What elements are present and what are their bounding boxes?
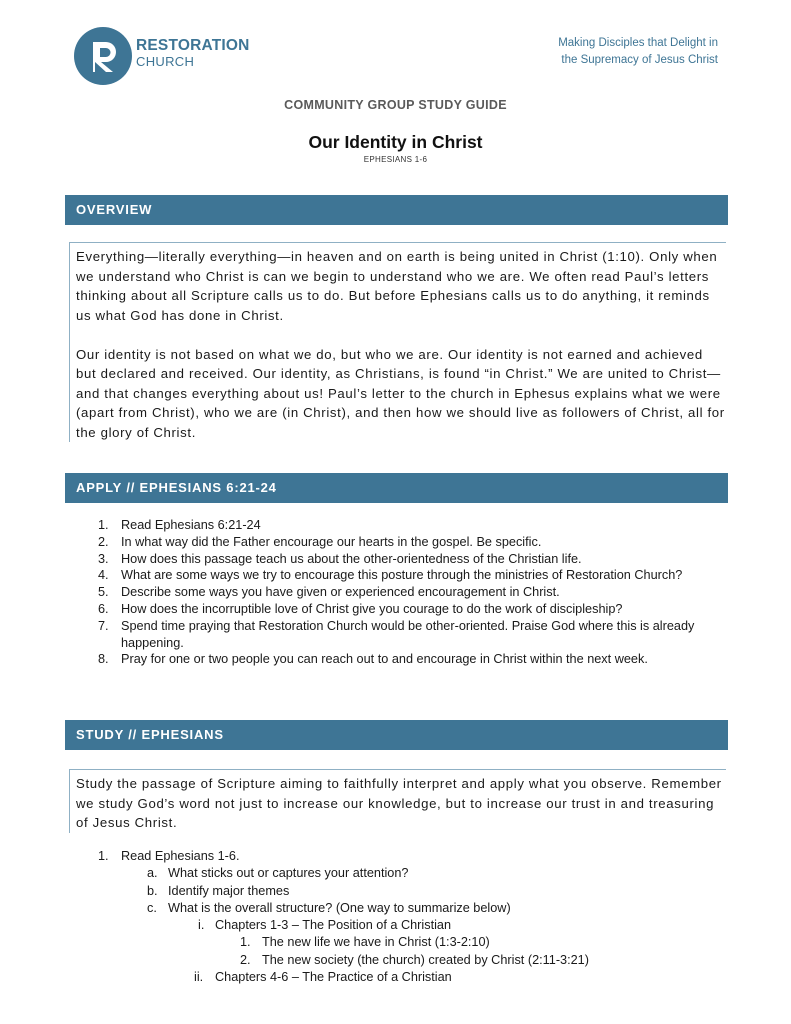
apply-heading: APPLY // EPHESIANS 6:21-24 [65, 473, 728, 503]
list-item: 1. Read Ephesians 1-6. [98, 849, 240, 863]
brand-line-1: RESTORATION [136, 37, 250, 54]
overview-paragraph-2: Our identity is not based on what we do, but who we are. Our identity is not earned and achieved but declared and received. Our identity, as Christians, is found “in Christ.” We are united to Christ—and that changes everything about us! Paul’s letter to the church in Ephesus explains what we were (apart from Christ), who we are (in Christ), and then how we should live as followers of Christ, all for the glory of Christ. [76, 346, 725, 440]
apply-question-list [70, 517, 740, 668]
study-paragraph: Study the passage of Scripture aiming to faithfully interpret and apply what you observe. Remember we study God’s word not just to increase our knowledge, but to increase our trust in and treasuring of Jesus Christ. [76, 776, 722, 830]
brand-name [136, 38, 250, 68]
list-item: 6. How does the incorruptible love of Christ give you courage to do the work of discipleship? [98, 601, 623, 616]
list-item: 2. In what way did the Father encourage our hearts in the gospel. Be specific. [98, 534, 542, 549]
page-subtitle: EPHESIANS 1-6 [363, 155, 428, 164]
guide-title: COMMUNITY GROUP STUDY GUIDE [284, 98, 507, 112]
list-item: 4. What are some ways we try to encourage this posture through the ministries of Restoration Church? [98, 568, 683, 583]
tagline-line-2: the Supremacy of Jesus Christ [561, 54, 718, 66]
list-item: 7. Spend time praying that Restoration Church would be other-oriented. Praise God where this is already happening. [98, 618, 695, 650]
church-logo-icon [74, 27, 132, 85]
study-text [69, 769, 726, 833]
tagline [558, 35, 718, 69]
list-item: c. What is the overall structure? (One way to summarize below) [147, 900, 511, 915]
list-item: 1. Read Ephesians 6:21-24 [98, 518, 261, 532]
list-item: a. What sticks out or captures your attention? [147, 866, 409, 881]
overview-paragraph-1: Everything—literally everything—in heaven and on earth is being united in Christ (1:10). Only when we understand who Christ is can we begin to understand who we are. We often read Paul’s letters thinking about all Scripture calls us to do. But before Ephesians calls us to do anything, it reminds us what God has done in Christ. [76, 249, 718, 323]
page-title: Our Identity in Christ [308, 132, 483, 152]
list-item: 8. Pray for one or two people you can reach out to and encourage in Christ within the next week. [98, 652, 648, 667]
study-heading: STUDY // EPHESIANS [65, 720, 728, 750]
overview-text [69, 242, 726, 442]
list-item: 2. The new society (the church) created by Christ (2:11-3:21) [240, 952, 589, 967]
list-item: 3. How does this passage teach us about the other-orientedness of the Christian life. [98, 551, 582, 566]
study-outline [70, 848, 750, 986]
list-item: i. Chapters 1-3 – The Position of a Christian [198, 918, 452, 933]
overview-heading: OVERVIEW [65, 195, 728, 225]
list-item: 5. Describe some ways you have given or experienced encouragement in Christ. [98, 585, 560, 600]
list-item: ii. Chapters 4-6 – The Practice of a Christian [194, 970, 452, 985]
list-item: b. Identify major themes [147, 883, 290, 898]
tagline-line-1: Making Disciples that Delight in [558, 37, 718, 49]
list-item: 1. The new life we have in Christ (1:3-2:10) [240, 935, 490, 950]
brand-line-2: CHURCH [136, 53, 195, 69]
